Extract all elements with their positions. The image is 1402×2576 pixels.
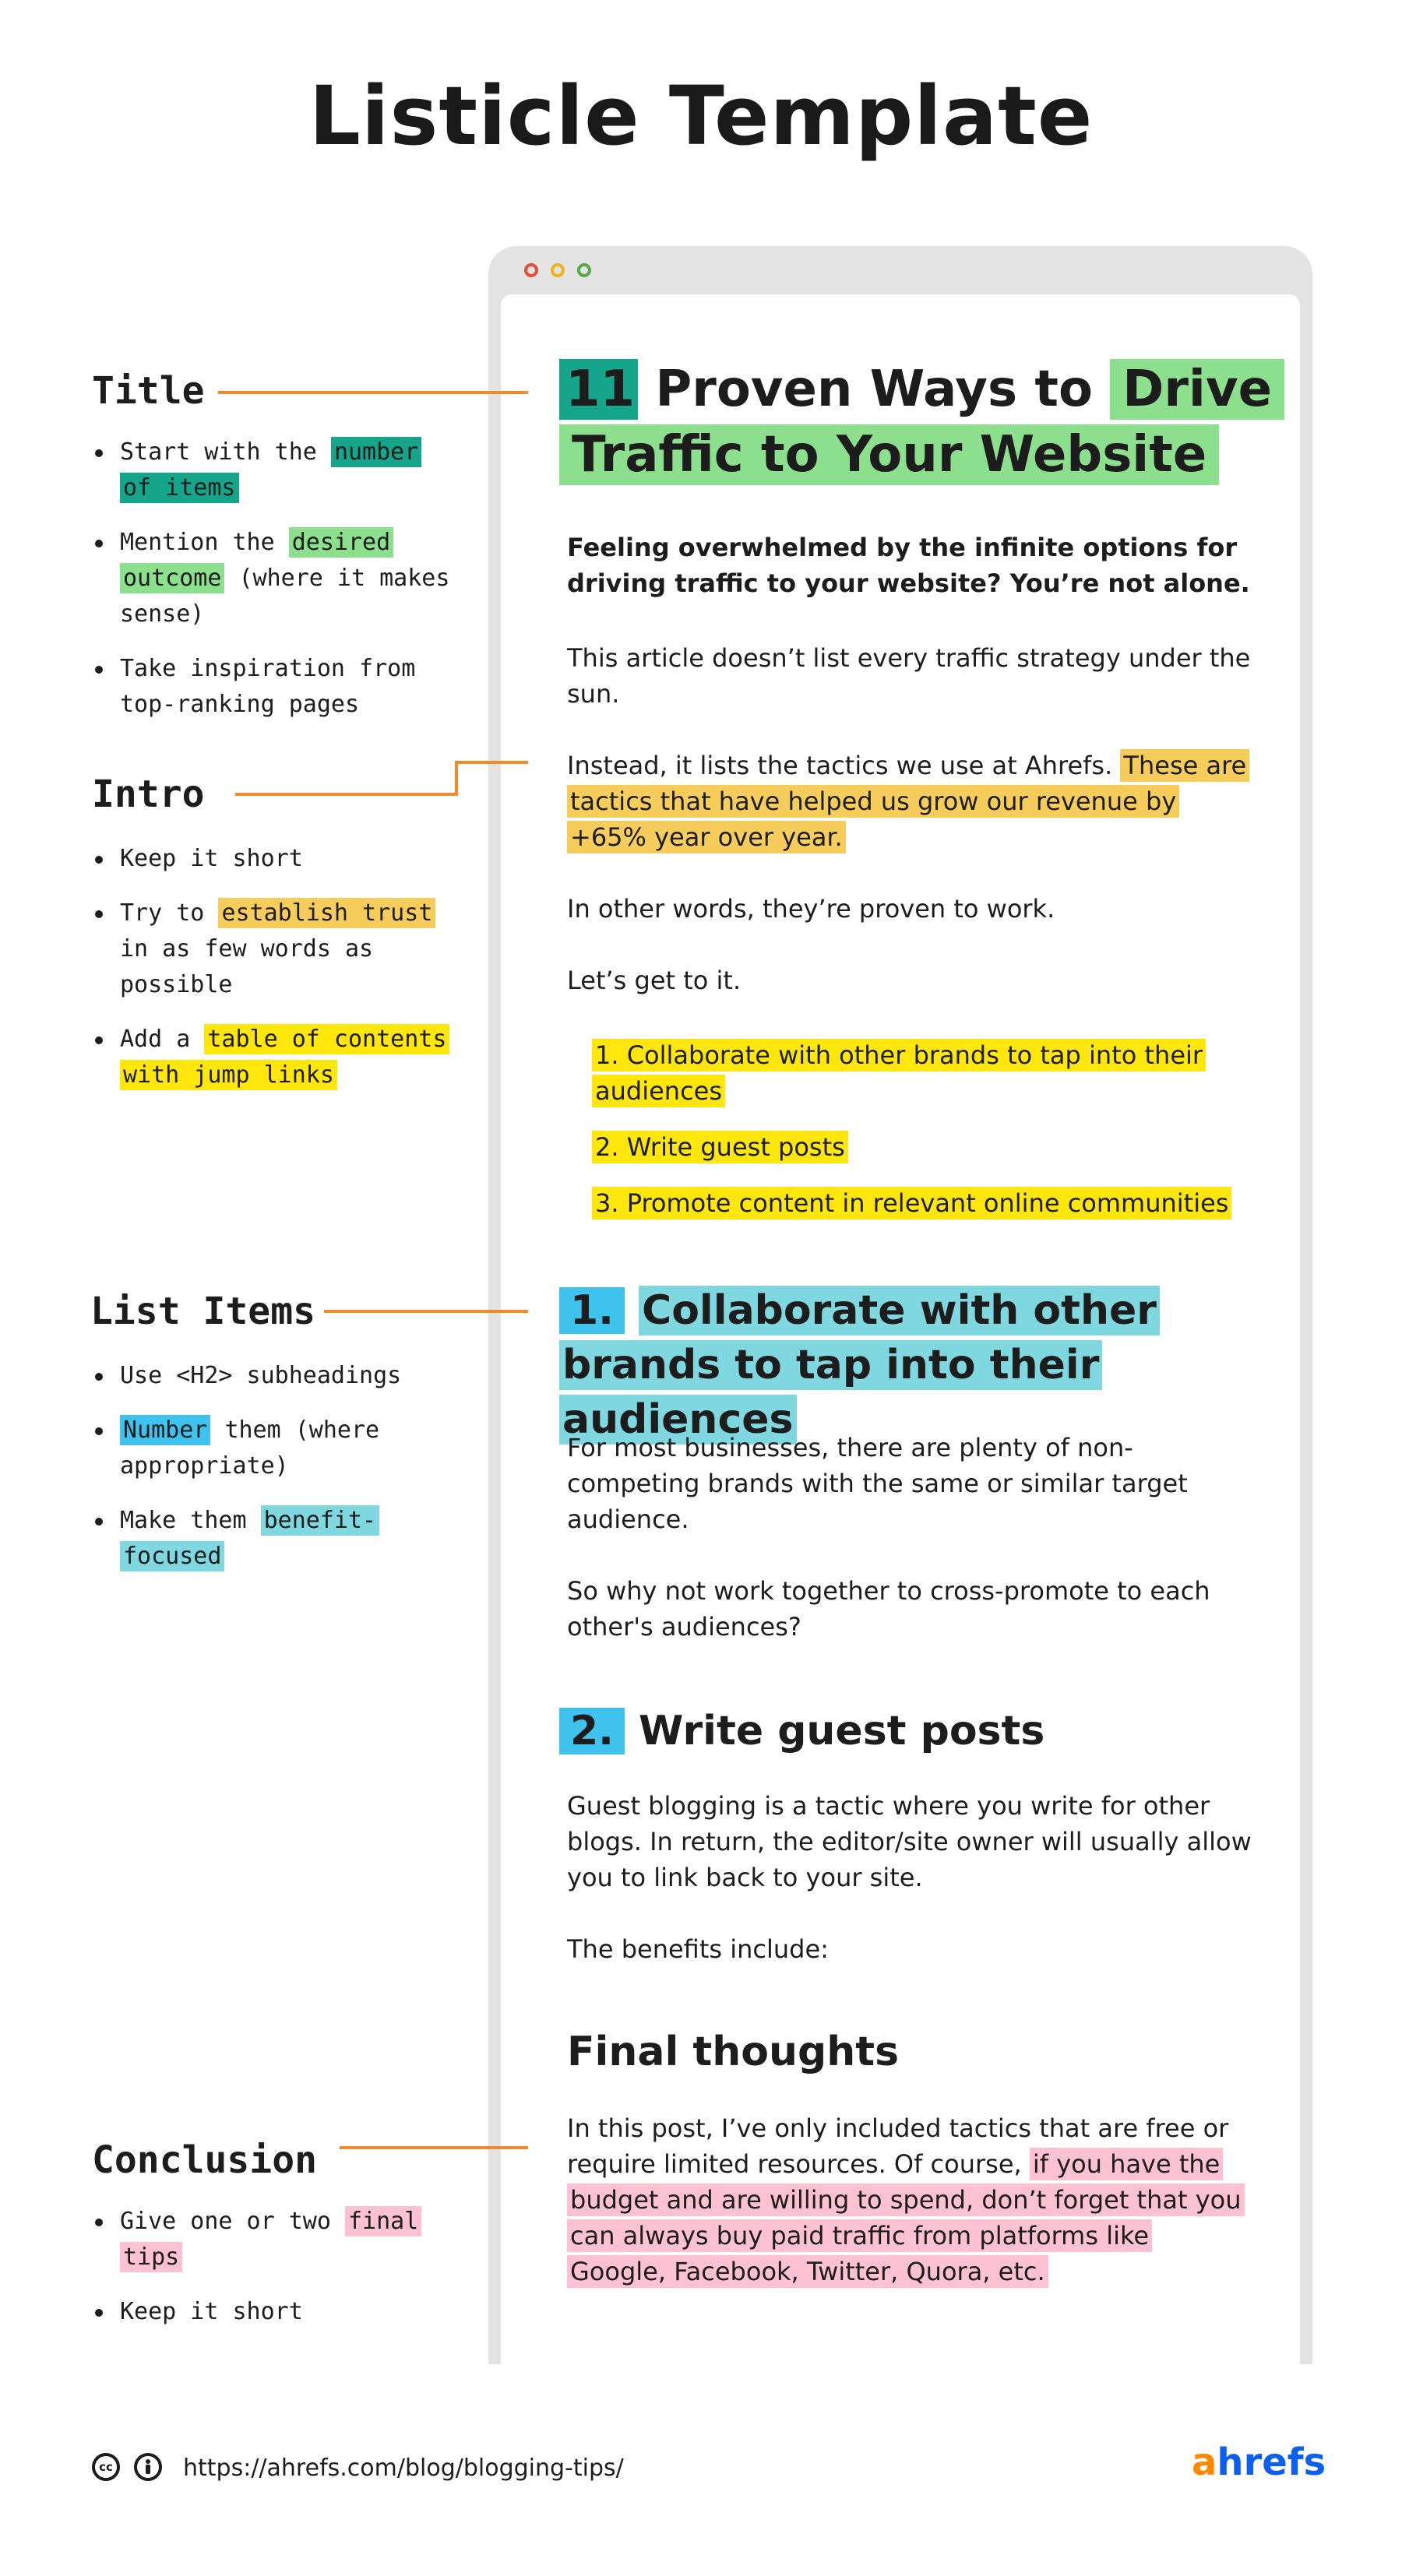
intro-paragraph-1: This article doesn’t list every traffic strategy under the sun. [567,643,1251,709]
section-2-paragraph-2: The benefits include: [567,1934,829,1964]
intro-connector-b [455,761,458,796]
close-dot-icon [524,263,538,277]
toc-item[interactable]: 1. Collaborate with other brands to tap into their audiences [592,1037,1277,1109]
list-item: Start with the number of items [92,435,458,506]
article-title: 11 Proven Ways to Drive Traffic to Your Website [559,357,1276,487]
list-items-connector [324,1310,528,1313]
section-2-heading: 2. Write guest posts [559,1704,1260,1758]
section-1-paragraph-1: For most businesses, there are plenty of non-competing brands with the same or similar target audience. [567,1433,1188,1534]
creative-commons-icon: cc [92,2453,120,2481]
intro-paragraph-2: Instead, it lists the tactics we use at Ahrefs. These are tactics that have helped us grow our revenue by +65% year over year. [567,748,1252,855]
table-of-contents [592,1037,1277,1241]
section-1-paragraph-2: So why not work together to cross-promote to each other's audiences? [567,1576,1210,1642]
list-item: Number them (where appropriate) [92,1413,458,1484]
list-item: Mention the desired outcome (where it makes sense) [92,525,458,632]
sidebar-list-items-list [92,1358,458,1593]
intro-paragraph-4: Let’s get to it. [567,966,742,995]
conclusion-connector [340,2146,528,2149]
intro-paragraph-3: In other words, they’re proven to work. [567,894,1055,924]
sidebar-heading-title: Title [92,369,205,413]
list-item: Take inspiration from top-ranking pages [92,651,458,723]
sidebar-heading-list-items: List Items [90,1290,315,1333]
list-item: Use <H2> subheadings [92,1358,458,1394]
sidebar-title-list [92,435,458,741]
toc-item[interactable]: 2. Write guest posts [592,1129,1277,1165]
list-item: Keep it short [92,2294,458,2330]
maximize-dot-icon [577,263,591,277]
section-1-heading: 1. Collaborate with other brands to tap into their audiences [559,1283,1260,1447]
sidebar-heading-intro: Intro [92,772,205,816]
list-item: Add a table of contents with jump links [92,1022,458,1093]
footer-url[interactable]: https://ahrefs.com/blog/blogging-tips/ [183,2455,624,2482]
intro-lead: Feeling overwhelmed by the infinite options for driving traffic to your website? You’re not alone. [567,533,1250,598]
list-item: Try to establish trust in as few words as possible [92,896,458,1003]
sidebar-intro-list [92,841,458,1112]
toc-item[interactable]: 3. Promote content in relevant online communities [592,1185,1277,1221]
section-2-paragraph-1: Guest blogging is a tactic where you write for other blogs. In return, the editor/site owner will usually allow you to link back to your site. [567,1791,1252,1892]
list-item: Make them benefit-focused [92,1503,458,1575]
final-thoughts-paragraph: In this post, I’ve only included tactics that are free or require limited resources. Of course, if you have the budget and are willing to spend, don’t forget that you can always buy paid traffic from platforms like Google, Facebook, Twitter, Quora, etc. [567,2110,1252,2289]
sidebar-heading-conclusion: Conclusion [92,2138,317,2182]
intro-connector-a [235,793,458,796]
final-thoughts-heading: Final thoughts [567,2029,900,2075]
page-title: Listicle Template [308,69,1094,164]
intro-connector-c [455,761,528,764]
attribution-icon [134,2453,162,2481]
ahrefs-logo: ahrefs [1192,2441,1326,2484]
minimize-dot-icon [551,263,565,277]
title-connector [218,391,528,394]
sidebar-conclusion-list [92,2204,458,2349]
list-item: Give one or two final tips [92,2204,458,2275]
list-item: Keep it short [92,841,458,877]
